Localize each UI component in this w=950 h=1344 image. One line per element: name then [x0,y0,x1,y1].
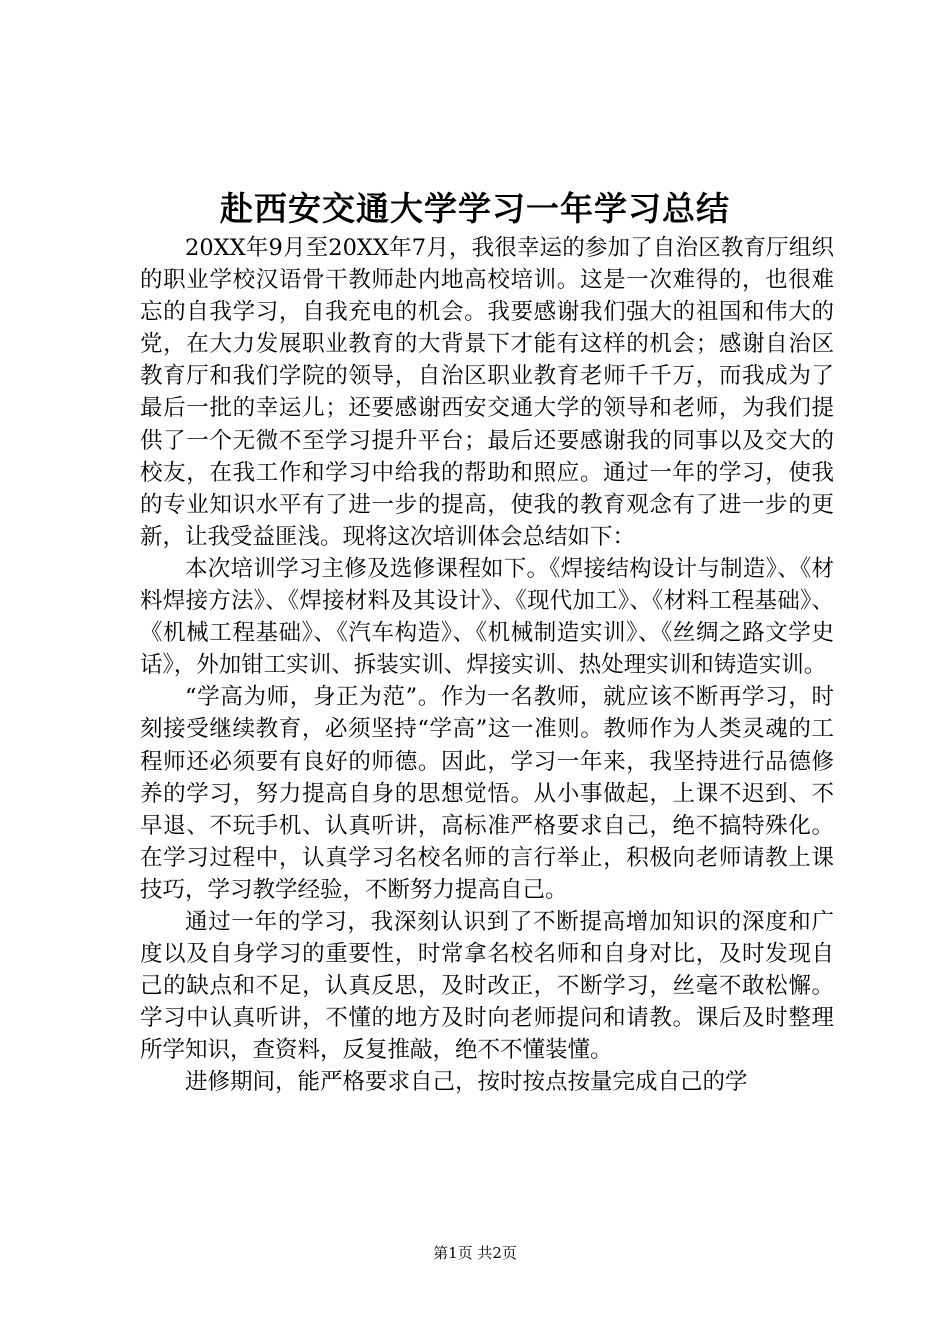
paragraph-4: 通过一年的学习，我深刻认识到了不断提高增加知识的深度和广度以及自身学习的重要性，时常拿名校名师和自身对比，及时发现自己的缺点和不足，认真反思，及时改正，不断学习，丝毫不敢松懈。学习中认真听讲，不懂的地方及时向老师提问和请教。课后及时整理所学知识，查资料，反复推敲，绝不不懂装懂。 [140,908,834,1064]
paragraph-1: 20XX年9月至20XX年7月，我很幸运的参加了自治区教育厅组织的职业学校汉语骨干教师赴内地高校培训。这是一次难得的，也很难忘的自我学习，自我充电的机会。我要感谢我们强大的祖国和伟大的党，在大力发展职业教育的大背景下才能有这样的机会；感谢自治区教育厅和我们学院的领导，自治区职业教育老师千千万，而我成为了最后一批的幸运儿；还要感谢西安交通大学的领导和老师，为我们提供了一个无微不至学习提升平台；最后还要感谢我的同事以及交大的校友，在我工作和学习中给我的帮助和照应。通过一年的学习，使我的专业知识水平有了进一步的提高，使我的教育观念有了进一步的更新，让我受益匪浅。现将这次培训体会总结如下： [140,235,834,550]
document-body [140,232,834,1099]
document-title: 赴西安交通大学学习一年学习总结 [220,189,730,228]
paragraph-2: 本次培训学习主修及选修课程如下。《焊接结构设计与制造》、《材料焊接方法》、《焊接材料及其设计》、《现代加工》、《材料工程基础》、《机械工程基础》、《汽车构造》、《机械制造实训》、《丝绸之路文学史话》，外加钳工实训、拆装实训、焊接实训、热处理实训和铸造实训。 [140,555,834,679]
paragraph-3: “学高为师，身正为范”。作为一名教师，就应该不断再学习，时刻接受继续教育，必须坚持“学高”这一准则。教师作为人类灵魂的工程师还必须要有良好的师德。因此，学习一年来，我坚持进行品德修养的学习，努力提高自身的思想觉悟。从小事做起，上课不迟到、不早退、不玩手机、认真听讲，高标准严格要求自己，绝不搞特殊化。在学习过程中，认真学习名校名师的言行举止，积极向老师请教上课技巧，学习教学经验，不断努力提高自己。 [140,684,834,903]
paragraph-5: 进修期间，能严格要求自己，按时按点按量完成自己的学 [185,1069,748,1096]
page-number-footer: 第1页 共2页 [433,1244,517,1262]
